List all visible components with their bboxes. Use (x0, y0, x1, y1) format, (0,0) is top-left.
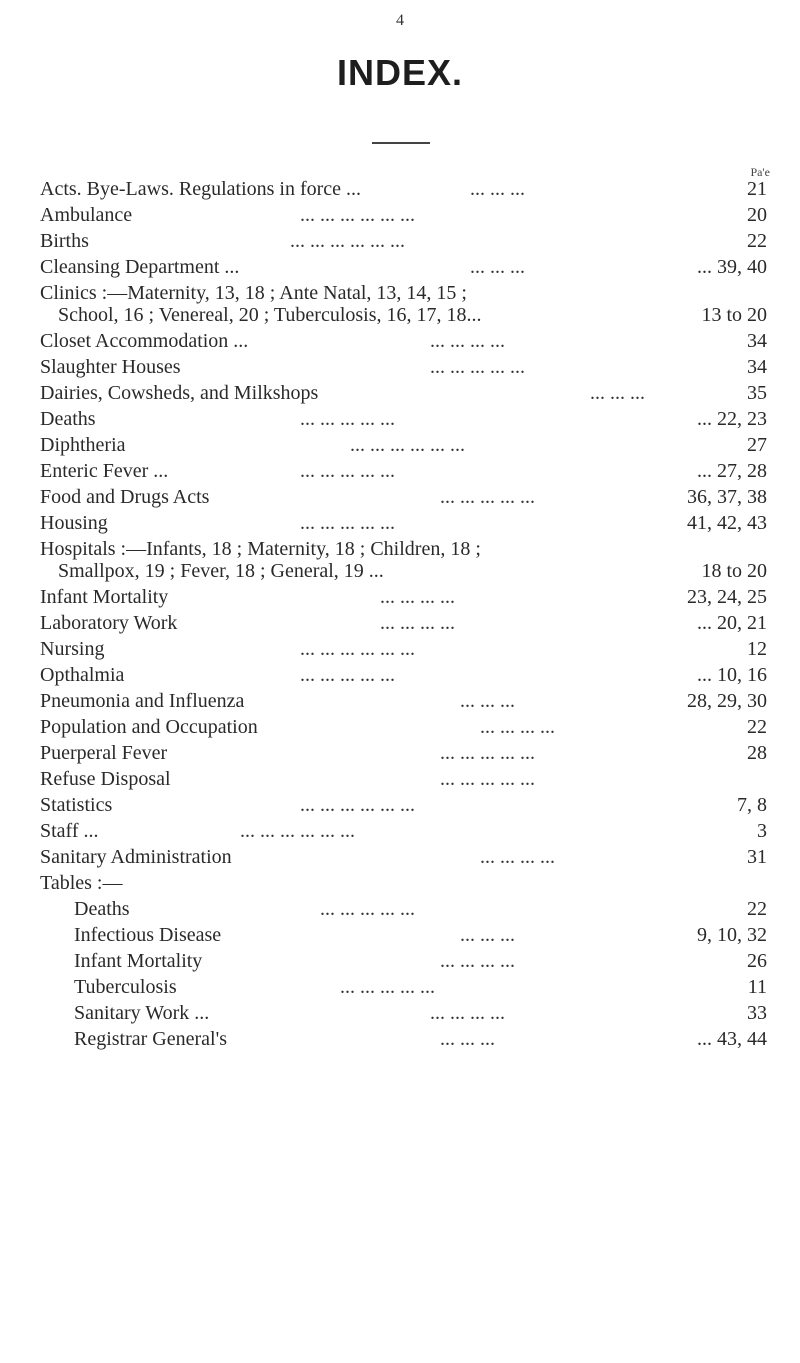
index-entry (0, 922, 800, 948)
leader-dots: ... ... ... ... (380, 586, 455, 608)
entry-page-numbers: 34 (747, 356, 767, 378)
entry-page-numbers: 28 (747, 742, 767, 764)
entry-label: Refuse Disposal (40, 768, 171, 790)
entry-label: Population and Occupation (40, 716, 258, 738)
entry-page-numbers: 9, 10, 32 (697, 924, 767, 946)
entry-label: Nursing (40, 638, 105, 660)
entry-label: Slaughter Houses (40, 356, 181, 378)
index-entry (0, 228, 800, 254)
heading-rule (372, 142, 430, 144)
leader-dots: ... ... ... (590, 382, 645, 404)
entry-page-numbers: 3 (757, 820, 767, 842)
index-entry (0, 202, 800, 228)
leader-dots: ... ... ... ... ... (340, 976, 435, 998)
entry-label: Diphtheria (40, 434, 126, 456)
entry-label: Sanitary Administration (40, 846, 232, 868)
entry-label: Statistics (40, 794, 113, 816)
index-entry (0, 176, 800, 202)
entry-label: Cleansing Department ... (40, 256, 240, 278)
index-entry (0, 354, 800, 380)
entry-label: Puerperal Fever (40, 742, 168, 764)
entry-page-numbers: 22 (747, 230, 767, 252)
entry-page-numbers: 18 to 20 (701, 560, 767, 582)
entry-page-numbers: 11 (747, 976, 767, 998)
entry-label: Ambulance (40, 204, 133, 226)
index-entry (0, 380, 800, 406)
index-entry (0, 818, 800, 844)
entry-label: Acts. Bye-Laws. Regulations in force ... (40, 178, 362, 200)
entry-page-numbers: 33 (747, 1002, 767, 1024)
entry-page-numbers: ... 20, 21 (697, 612, 767, 634)
leader-dots: ... ... ... ... (430, 1002, 505, 1024)
index-heading: INDEX. (336, 52, 464, 93)
page-column-label: Pa'e (750, 165, 770, 179)
leader-dots: ... ... ... ... ... ... (300, 638, 415, 660)
entry-label: Infectious Disease (74, 924, 222, 946)
index-entry (0, 688, 800, 714)
index-entry (0, 636, 800, 662)
leader-dots: ... ... ... ... ... ... (240, 820, 355, 842)
page-number: 4 (396, 12, 404, 29)
leader-dots: ... ... ... ... (380, 612, 455, 634)
index-entry (0, 254, 800, 280)
leader-dots: ... ... ... ... ... (440, 768, 535, 790)
entry-label: Sanitary Work ... (74, 1002, 210, 1024)
index-entry (0, 948, 800, 974)
leader-dots: ... ... ... ... ... (440, 486, 535, 508)
index-entry (0, 714, 800, 740)
index-entry (0, 896, 800, 922)
index-entry (0, 484, 800, 510)
leader-dots: ... ... ... ... ... (300, 664, 395, 686)
leader-dots: ... ... ... ... ... (430, 356, 525, 378)
entry-page-numbers: ... 27, 28 (697, 460, 767, 482)
entry-page-numbers: 36, 37, 38 (687, 486, 767, 508)
leader-dots: ... ... ... ... ... (440, 742, 535, 764)
entry-page-numbers: 22 (747, 898, 767, 920)
leader-dots: ... ... ... ... ... ... (300, 204, 415, 226)
entry-page-numbers: 20 (747, 204, 767, 226)
entry-page-numbers: 41, 42, 43 (687, 512, 767, 534)
entry-label: Tables :— (40, 872, 123, 894)
index-entry (0, 662, 800, 688)
leader-dots: ... ... ... ... (440, 950, 515, 972)
leader-dots: ... ... ... (470, 256, 525, 278)
entry-label: Enteric Fever ... (40, 460, 169, 482)
index-entry (0, 1000, 800, 1026)
index-entry (0, 406, 800, 432)
entry-label-continuation: Smallpox, 19 ; Fever, 18 ; General, 19 ... (58, 560, 384, 582)
leader-dots: ... ... ... (440, 1028, 495, 1050)
entry-page-numbers: 35 (747, 382, 767, 404)
index-entry (0, 584, 800, 610)
entry-page-numbers: 7, 8 (737, 794, 767, 816)
entry-page-numbers: ... 39, 40 (697, 256, 767, 278)
entry-page-numbers: 28, 29, 30 (687, 690, 767, 712)
leader-dots: ... ... ... ... ... (300, 460, 395, 482)
leader-dots: ... ... ... (460, 690, 515, 712)
entry-page-numbers: 22 (747, 716, 767, 738)
entry-page-numbers: 27 (747, 434, 767, 456)
leader-dots: ... ... ... ... ... (320, 898, 415, 920)
entry-page-numbers: ... 22, 23 (697, 408, 767, 430)
index-entry (0, 740, 800, 766)
entry-page-numbers: 23, 24, 25 (687, 586, 767, 608)
entry-label: Deaths (40, 408, 96, 430)
leader-dots: ... ... ... (460, 924, 515, 946)
index-entry (0, 1026, 800, 1052)
entry-label: Registrar General's (74, 1028, 227, 1050)
entry-label: Hospitals :—Infants, 18 ; Maternity, 18 ; Children, 18 ; (40, 538, 481, 560)
entry-label: Housing (40, 512, 108, 534)
leader-dots: ... ... ... ... (430, 330, 505, 352)
index-entry (0, 458, 800, 484)
leader-dots: ... ... ... (470, 178, 525, 200)
index-entry (0, 844, 800, 870)
index-entry (0, 792, 800, 818)
index-entry (0, 510, 800, 536)
leader-dots: ... ... ... ... ... (300, 408, 395, 430)
entry-page-numbers: 26 (747, 950, 767, 972)
index-entries (0, 176, 800, 1052)
leader-dots: ... ... ... ... ... ... (300, 794, 415, 816)
entry-label: Clinics :—Maternity, 13, 18 ; Ante Natal, 13, 14, 15 ; (40, 282, 467, 304)
entry-label: Dairies, Cowsheds, and Milkshops (40, 382, 319, 404)
index-entry (0, 536, 800, 584)
index-entry (0, 328, 800, 354)
entry-page-numbers: 31 (747, 846, 767, 868)
entry-label: Food and Drugs Acts (40, 486, 210, 508)
leader-dots: ... ... ... ... ... (300, 512, 395, 534)
index-entry (0, 610, 800, 636)
index-entry (0, 432, 800, 458)
entry-page-numbers: ... 10, 16 (697, 664, 767, 686)
entry-label: Pneumonia and Influenza (40, 690, 245, 712)
leader-dots: ... ... ... ... ... ... (290, 230, 405, 252)
index-entry (0, 870, 800, 896)
entry-label: Deaths (74, 898, 130, 920)
index-entry (0, 974, 800, 1000)
entry-label-continuation: School, 16 ; Venereal, 20 ; Tuberculosis, 16, 17, 18... (58, 304, 482, 326)
index-entry (0, 280, 800, 328)
index-entry (0, 766, 800, 792)
entry-label: Births (40, 230, 89, 252)
entry-label: Closet Accommodation ... (40, 330, 249, 352)
entry-page-numbers: 13 to 20 (701, 304, 767, 326)
entry-label: Infant Mortality (40, 586, 169, 608)
entry-label: Staff ... (40, 820, 99, 842)
entry-label: Opthalmia (40, 664, 125, 686)
entry-page-numbers: 34 (747, 330, 767, 352)
entry-label: Laboratory Work (40, 612, 178, 634)
entry-page-numbers: ... 43, 44 (697, 1028, 767, 1050)
leader-dots: ... ... ... ... ... ... (350, 434, 465, 456)
leader-dots: ... ... ... ... (480, 716, 555, 738)
entry-page-numbers: 21 (747, 178, 767, 200)
entry-label: Tuberculosis (74, 976, 177, 998)
entry-label: Infant Mortality (74, 950, 203, 972)
leader-dots: ... ... ... ... (480, 846, 555, 868)
entry-page-numbers: 12 (747, 638, 767, 660)
